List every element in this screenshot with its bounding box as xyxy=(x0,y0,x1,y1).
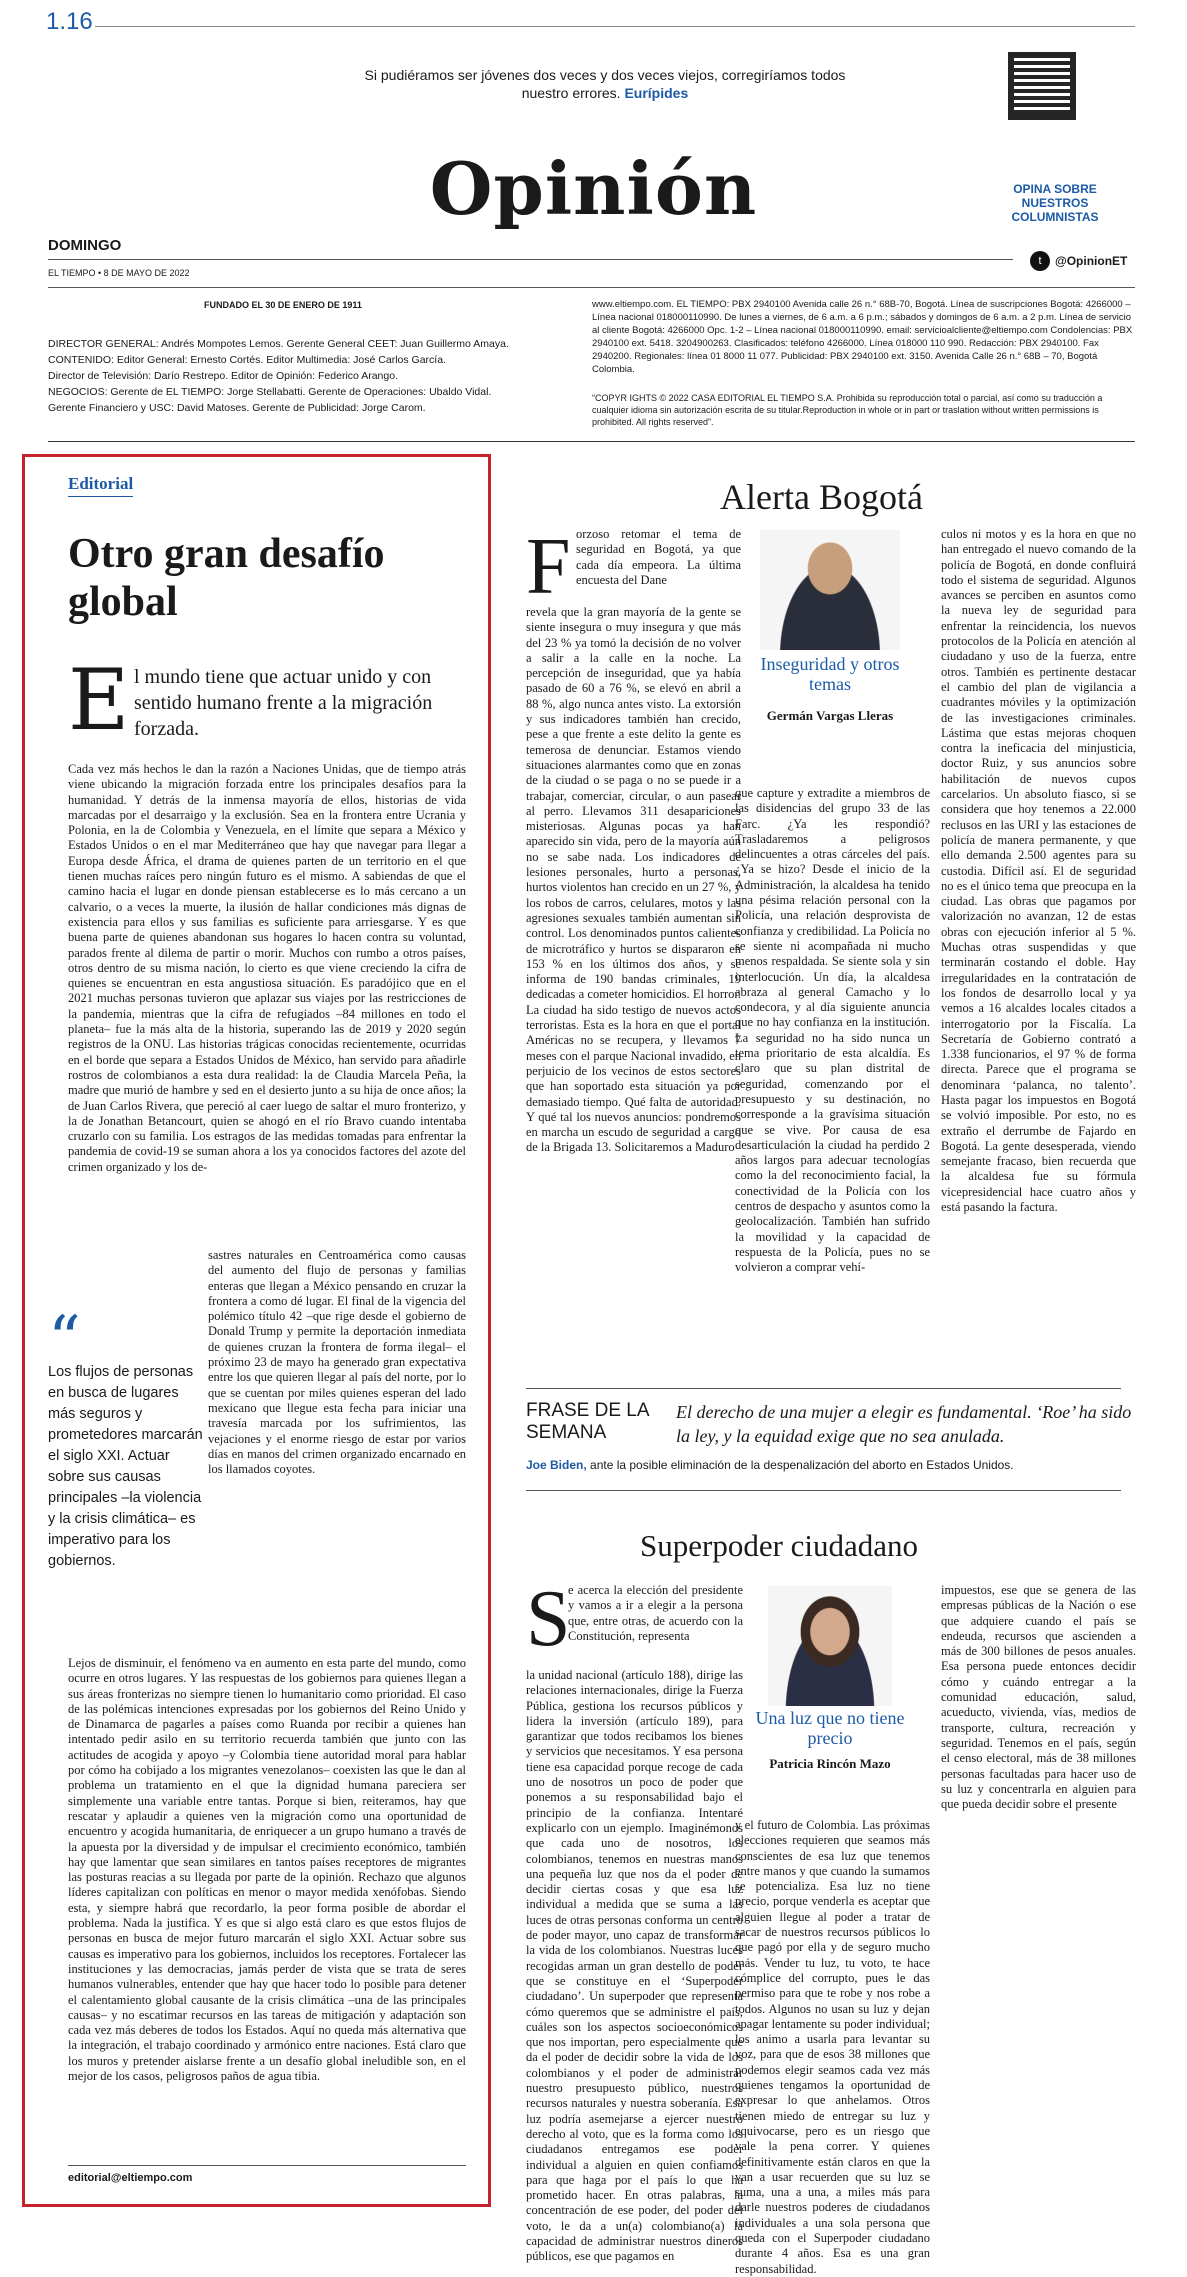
header-rule xyxy=(48,259,1013,260)
column-body: que capture y extradite a miembros de las disidencias del grupo 33 de las Farc. ¿Ya les respondió? Trasladaremos a peligrosos delincuentes a otras cárceles del país. ¿Ya se hizo? Desde el inicio de la Administración, la alcaldesa ha tenido una pésima relación personal con la Policía, una relación desprovista de confianza y credibilidad. La Policía no se siente ni acompañada ni mucho menos respaldada. Se siente sola y sin interlocución. Un día, la alcaldesa abraza al general Camacho y lo condecora, y al día siguiente anuncia que no hay confianza en la institución. La seguridad no ha sido nunca un tema prioritario de esta alcaldía. Es claro que su plan distrital de seguridad, comenzando por el presupuesto y su destinación, no corresponde a la gravísima situación que se vive. Por causa de esa desarticulación la ciudad ha perdido 2 años largos para adecuar tecnologías como la del reconocimiento facial, la conectividad de la Policía con los centros de despacho y asuntos como la geolocalización. También han sufrido la movilidad y la capacidad de respuesta de la Policía, pues no se volvieron a comprar vehí- xyxy=(735,786,930,1275)
staff-line: Gerente Financiero y USC: David Matoses. Gerente de Publicidad: Jorge Carom. xyxy=(48,402,426,414)
column-author: Germán Vargas Lleras xyxy=(766,708,894,723)
editorial-email[interactable]: editorial@eltiempo.com xyxy=(68,2172,193,2184)
column-body: revela que la gran mayoría de la gente se siente insegura o muy insegura y que más del 23 % ya tomó la decisión de no volver a salir a la calle en la noche. La percepción de inseguridad, que ya había pasado de 60 a 76 %, se elevó en abril a 88 %, algo nunca antes visto. La extorsión y sus indicadores también han crecido, pese a que frente a este delito la gente es temerosa de denunciar. Estamos viendo situaciones alarmantes como que en zonas de la ciudad o se paga o no se puede ir a trabajar, comerciar, circular, o aun pasear al perro. Llevamos 311 desapariciones misteriosas. Algunas pocas ya han aparecido sin vida, pero de la mayoría aún no se sabe nada. Los indicadores de lesiones personales, hurto a personas, hurtos violentos han crecido en un 27 %, y los robos de carros, celulares, motos y las agresiones sexuales también aumentan sin control. Los denominados puntos calientes de microtráfico y hurtos se dispararon en 153 % en los últimos dos años, y se informa de 190 bandas criminales, 19 dedicadas a cometer homicidios. El horror. La ciudad ha sido testigo de nuevos actos terroristas. Esta es la hora en que el portal Américas no se recupera, y llevamos 7 meses con el parque Nacional invadido, en perjuicio de los vecinos de estos sectores que han soportado esta situación ya por demasiado tiempo. Qué falta de autoridad. Y qué tal los nuevos anuncios: pondremos en marcha un escudo de seguridad a cargo de la Brigada 13. Solicitaremos a Maduro xyxy=(526,605,741,1155)
day-label: DOMINGO xyxy=(48,237,122,254)
staff-line: CONTENIDO: Editor General: Ernesto Cortés. Editor Multimedia: José Carlos García. xyxy=(48,354,446,366)
staff-line: NEGOCIOS: Gerente de EL TIEMPO: Jorge Stellabatti. Gerente de Operaciones: Ubaldo Vidal. xyxy=(48,386,492,398)
column-body: e acerca la elección del presidente y vamos a ir a elegir a la persona que, entre otras, de acuerdo con la Constitución, representa xyxy=(568,1583,743,1643)
column-body: culos ni motos y es la hora en que no han entregado el nuevo comando de la policía de Bogotá, en donde confluirá todo el sistema de seguridad. Algunos avances se perciben en asuntos como la nueva ley de seguridad para enfrentar la reincidencia, los nuevos protocolos de la Policía en atención al ciudadano y uso de la fuerza, entre otros. También es pertinente destacar el cambio del plan de vigilancia a cuadrantes móviles y la optimización de las investigaciones criminales. Lástima que estas mejoras choquen contra la ineficacia del minjusticia, doctor Ruiz, y sus anuncios sobre habilitación de nuevos cupos carcelarios. Un absoluto fiasco, si se considera que hoy tenemos a 22.000 reclusos en las URI y las estaciones de policía de manera permanente, y que ello demanda 2.500 agentes para su custodia. Difícil así. El de seguridad no es el único tema que preocupa en la ciudad. Las obras que pagamos por valorización no avanzan, 12 de estas obras con ejecución inferior al 5 %. Muchas otras suspendidas y que terminarán costando el doble. Hay irregularidades en la contratación de los fondos de desarrollo local y ya vemos a 16 alcaldes locales citados a interrogatorio por la Fiscalía. La Secretaría de Gobierno contrató a 1.338 funcionarios, el 97 % de forma directa. Parece que el programa se denominara ‘palanca, no talento’. Hasta pagar los impuestos en Bogotá se volvió imposible. Por esto, no es extraño el derrumbe de Fajardo en Bogotá. La gente desesperada, viendo semejante fracaso, bien recuerda que la alcaldesa fue su fórmula vicepresidencial hace cuatro años y está pasando la factura. xyxy=(941,527,1136,1215)
frase-context: ante la posible eliminación de la despenalización del aborto en Estados Unidos. xyxy=(586,1458,1014,1472)
column-body: la unidad nacional (artículo 188), dirige las relaciones internacionales, dirige la Fuerza Pública, gestiona los recursos públicos y lidera la inversión (artículo 189), para garantizar que todos recibamos los bienes y servicios que necesitamos. Y esa persona tiene esa capacidad porque recoge de cada uno de nosotros un poco de poder que ponemos a su responsabilidad bajo el principio de la confianza. Intentaré explicarlo con un ejemplo. Imaginémonos que cada uno de nosotros, los colombianos, tenemos en nuestras manos una pequeña luz que nos da el poder de decidir ciertas cosas y que esa luz individual a medida que se suma a las luces de otras personas conforma un centro de poder mayor, uno capaz de transformar la vida de los colombianos. Nuestras luces recogidas arman un gran destello de poder que se constituye en el ‘Superpoder ciudadano’. Un superpoder que representa cómo queremos que se administre el país, cuáles son los aspectos socioeconómicos que nos importan, pero especialmente que da el poder de decidir sobre la vida de los colombianos y el poder de administrar nuestro presupuesto público, nuestros recursos naturales y nuestra soberanía. Esa luz podría asemejarse a ejercer nuestro derecho al voto, que es la forma como los ciudadanos entregamos ese poder individual a alguien en quien confiamos para que haga por el país lo que ha prometido hacer. En otras palabras, la concentración de ese poder, del poder del voto, le da a un(a) colombiano(a) la capacidad de administrar nuestros dineros públicos, ese que pagamos en xyxy=(526,1668,743,2264)
copyright: “COPYR IGHTS © 2022 CASA EDITORIAL EL TIEMPO S.A. Prohibida su reproducción total o parcial, así como su traducción a cualquier idioma sin autorización escrita de su titular.Reproduction in whole or in part or traslation without written permissions is prohibited. All rights reserved”. xyxy=(592,393,1103,427)
qr-caption: OPINA SOBRE NUESTROS COLUMNISTAS xyxy=(1011,182,1099,224)
founded-line: FUNDADO EL 30 DE ENERO DE 1911 xyxy=(204,300,362,310)
author-photo xyxy=(768,1586,892,1706)
column-body: impuestos, ese que se genera de las empresas públicas de la Nación o ese que adquiere cuando el país se endeuda, recursos que ascienden a más de 300 billones de pesos anuales. Esa persona puede entonces decidir cómo y cuándo entregar a la comunidad educación, salud, acueducto, vivienda, vías, medios de transporte, cultura, recreación y seguridad. Tenemos en el país, según el censo electoral, más de 38 millones personas facultadas para hacer uso de su luz y concentrarla en alguien para que pueda decidir sobre el presente xyxy=(941,1583,1136,1812)
epigraph xyxy=(360,66,850,102)
epigraph-text: Si pudiéramos ser jóvenes dos veces y dos veces viejos, corregiríamos todos nuestro errores. xyxy=(364,67,846,101)
top-rule xyxy=(95,26,1135,27)
contact-info: www.eltiempo.com. EL TIEMPO: PBX 2940100 Avenida calle 26 n.° 68B-70, Bogotá. Línea de suscripciones Bogotá: 4266000 – Línea nacional 018000110990. De lunes a viernes, de 6 a.m. a 6 p.m.; sábados y domingos de 6 a.m. a 2 p.m. Línea de servicio al cliente Bogotá: 4266000 Opc. 1-2 – Línea nacional 018000110990. email: servicioalcliente@eltiempo.com Condolencias: PBX 2940100 ext. 5418. 3204900263. Clasificados: teléfono 4266000. Línea 018000 110 990. Redacción: PBX 2940100. Fax 2940200. Regionales: línea 01 8000 11 077. Publicidad: PBX 2940100 ext. 3150. Avenida Calle 26 n.° 68B – 70, Bogotá Colombia. xyxy=(592,299,1133,375)
author-photo xyxy=(760,530,900,650)
twitter-handle[interactable]: @OpinionET xyxy=(1055,254,1128,268)
staff-line: Director de Televisión: Darío Restrepo. Editor de Opinión: Federico Arango. xyxy=(48,370,398,382)
frase-top-rule xyxy=(526,1388,1121,1389)
epigraph-author: Eurípides xyxy=(624,85,689,101)
masthead-bottom-rule xyxy=(48,441,1135,442)
editorial-title: Otro gran desafío global xyxy=(68,531,385,625)
header-rule-2 xyxy=(48,287,1135,288)
column-name: Una luz que no tiene precio xyxy=(755,1708,905,1748)
qr-code-icon[interactable] xyxy=(1008,52,1076,120)
column-title: Alerta Bogotá xyxy=(720,477,923,517)
quote-mark-icon: “ xyxy=(48,1303,81,1377)
frase-bottom-rule xyxy=(526,1490,1121,1491)
frase-attribution xyxy=(526,1458,1014,1472)
frase-author: Joe Biden, xyxy=(526,1458,587,1472)
twitter-icon: t xyxy=(1030,251,1050,271)
editorial-lede: l mundo tiene que actuar unido y con sentido humano frente a la migración forzada. xyxy=(134,666,433,740)
column-body: y el futuro de Colombia. Las próximas elecciones requieren que seamos más conscientes de esa luz que tenemos entre manos y que cuando la sumamos se potencializa. Esa luz no tiene precio, porque venderla es aceptar que alguien llegue al poder a tratar de sacar de nuestros recursos públicos lo que pagó por ella y de seguro mucho más. Vender tu luz, tu voto, te hace cómplice del corrupto, pues le das permiso para que te robe y nos robe a todos. Algunos no usan su luz y dejan apagar lentamente su poder individual; los animo a usarla para levantar su voz, para que de esos 38 millones que podemos elegir seamos cada vez más quienes tengamos la oportunidad de expresar lo que anhelamos. Otros tienen miedo de entregar su luz y equivocarse, pero es un riesgo que vale la pena correr. Y quienes definitivamente están claros en que la van a usar recuerden que su luz se suma, una a una, a miles más para darle nuestros poderes de ciudadanos individuales a una sola persona que queda con el Superpoder ciudadano durante 4 años. Esa es una gran responsabilidad. xyxy=(735,1818,930,2276)
pull-quote: Los flujos de personas en busca de lugares más seguros y prometedores marcarán el siglo XXI. Actuar sobre sus causas principales –la violencia y la crisis climática– es imperativo para los gobiernos. xyxy=(48,1364,203,1569)
editorial-dropcap: E xyxy=(68,651,130,749)
editorial-body: Cada vez más hechos le dan la razón a Naciones Unidas, que de tiempo atrás viene ubicando la migración forzada entre los principales desafíos para la humanidad. Y detrás de la inmensa mayoría de ellos, historias de vida marcadas por el desarraigo y la exclusión. Sea en la frontera entre Ucrania y Polonia, en la de Colombia y Venezuela, en el límite que separa a México y Estados Unidos o en el mar Mediterráneo que hay que navegar para llegar a Europa desde África, el drama de quienes parten de un territorio en el que tienen muchas raíces pero ningún futuro es el mismo. A sabiendas de que el camino hacia el lugar en donde piensan establecerse es lo más cercano a un calvario, o a veces la muerte, la ilusión de hallar condiciones más dignas de existencia para ellos y sus familias es suficiente para arriesgarse. Y es que buena parte de quienes abandonan sus hogares lo hacen contra su voluntad, parados frente al dilema de partir o morir. Muchos con rumbo a otros países, otros dentro de su misma nación, lo cierto es que viene creciendo la cifra de quienes se encuentran en esta angustiosa situación. Es paradójico que en el 2021 muchas personas tuvieron que aplazar sus viajes por las restricciones de la pandemia, mientras que la cifra de refugiados –84 millones en todo el planeta– fue la más alta de la historia, superando las de 2019 y 2020 según registros de la ONU. Las historias trágicas conocidas recientemente, ocurridas en el borde que separa a Estados Unidos de México, han servido para añadirle rostros de colombianos a esta dura realidad: la de Claudia Marcela Peña, la madre que murió de hambre y sed en el desierto junto a su hija de once años; la de Juan Carlos Rivera, que pereció al caer luego de saltar el muro fronterizo, y la de Jonathan Betancourt, quien se ahogó en el río Bravo cuando intentaba cruzarlo con su familia. Los estragos de las medidas tomadas para enfrentar la pandemia de covid-19 se suman ahora a los ya conocidos factores del azote del crimen organizado y los de- xyxy=(68,762,466,1174)
column-author: Patricia Rincón Mazo xyxy=(769,1756,891,1771)
staff-box xyxy=(48,336,608,416)
column-dropcap: F xyxy=(526,523,571,611)
date-label: EL TIEMPO • 8 DE MAYO DE 2022 xyxy=(48,268,190,278)
frase-text: El derecho de una mujer a elegir es fundamental. ‘Roe’ ha sido la ley, y la equidad exige que no sea anulada. xyxy=(676,1402,1132,1446)
column-body: orzoso retomar el tema de seguridad en Bogotá, ya que cada día empeora. La última encuesta del Dane xyxy=(576,527,741,587)
column-name: Inseguridad y otros temas xyxy=(760,654,900,694)
editorial-body: sastres naturales en Centroamérica como causas del aumento del flujo de personas y familias enteras que llegan a México pensando en cruzar la frontera a como dé lugar. El final de la vigencia del polémico título 42 –que rige desde el gobierno de Donald Trump y permite la deportación inmediata de quienes cruzan la frontera de forma ilegal– el próximo 23 de mayo ha generado gran expectativa entre los que quieren llegar al país del norte, por lo que se cuentan por miles quienes esperan del lado mexicano que llegue esta fecha para iniciar una travesía marcada por los sufrimientos, las vejaciones y el enorme riesgo de estar por varios días en manos del crimen organizado encarnado en los llamados coyotes. xyxy=(208,1248,466,1477)
staff-line: DIRECTOR GENERAL: Andrés Mompotes Lemos. Gerente General CEET: Juan Guillermo Amaya. xyxy=(48,338,509,350)
editorial-footer-rule xyxy=(68,2165,466,2166)
frase-label: FRASE DE LA SEMANA xyxy=(526,1400,649,1443)
page-number: 1.16 xyxy=(46,8,93,35)
editorial-label: Editorial xyxy=(68,474,133,497)
column-dropcap: S xyxy=(526,1575,571,1663)
section-title: Opinión xyxy=(429,146,758,231)
column-title: Superpoder ciudadano xyxy=(640,1528,919,1563)
editorial-body: Lejos de disminuir, el fenómeno va en aumento en esta parte del mundo, como ocurre en otros lugares. Y las respuestas de los gobiernos para quienes llegan a sus áreas fronterizas no siempre tienen lo humanitario como prioridad. El caso de las polémicas intenciones expresadas por los gobiernos del Reino Unido y de Dinamarca de pagarles a países como Ruanda por recibir a quienes han intentado pedir asilo en su territorio recuerda también que junto con las actitudes de acogida y apoyo –y Colombia tiene autoridad moral para hablar por cómo ha cobijado a los migrantes venezolanos– coexisten las que le dan al problema un tratamiento en el que la dignidad humana pareciera ser simplemente una variable entre tantas. Porque si bien, reiteramos, hay que rescatar y aplaudir a quienes ven la migración como una oportunidad de encuentro y acogida humanitaria, de enriquecer a un grupo humano a través de la apuesta por la diversidad y de impulsar el crecimiento económico, también hay que lamentar que sean similares en tantos países receptores de migrantes las posturas reacias a su llegada por parte de la opinión. Rechazo que algunos líderes capitalizan con políticas en menor o mayor medida xenófobas. Siendo esta, y siempre habrá que recordarlo, la peor forma posible de abordar el problema. Nada la justifica. Y es que si algo está claro es que estos flujos de personas en busca de mejor futuro marcarán el siglo XXI. Actuar sobre sus causas es imperativo para los gobiernos, incluidos los receptores. Fortalecer las instituciones y las democracias, jamás perder de vista que se trata de seres humanos vulnerables, entender que hay que hacer todo lo posible para detener el calentamiento global causante de la crisis climática –una de las principales causas– y no escatimar recursos en las tareas de mitigación y adaptación son cada vez más deberes de todos los Estados. Aquí no queda más alternativa que la integración, el trabajo coordinado y armónico entre naciones. Está claro que los muros y pretender aislarse frente a un desafío global ineludible son, en el mejor de los casos, peligrosos paños de agua tibia. xyxy=(68,1656,466,2084)
